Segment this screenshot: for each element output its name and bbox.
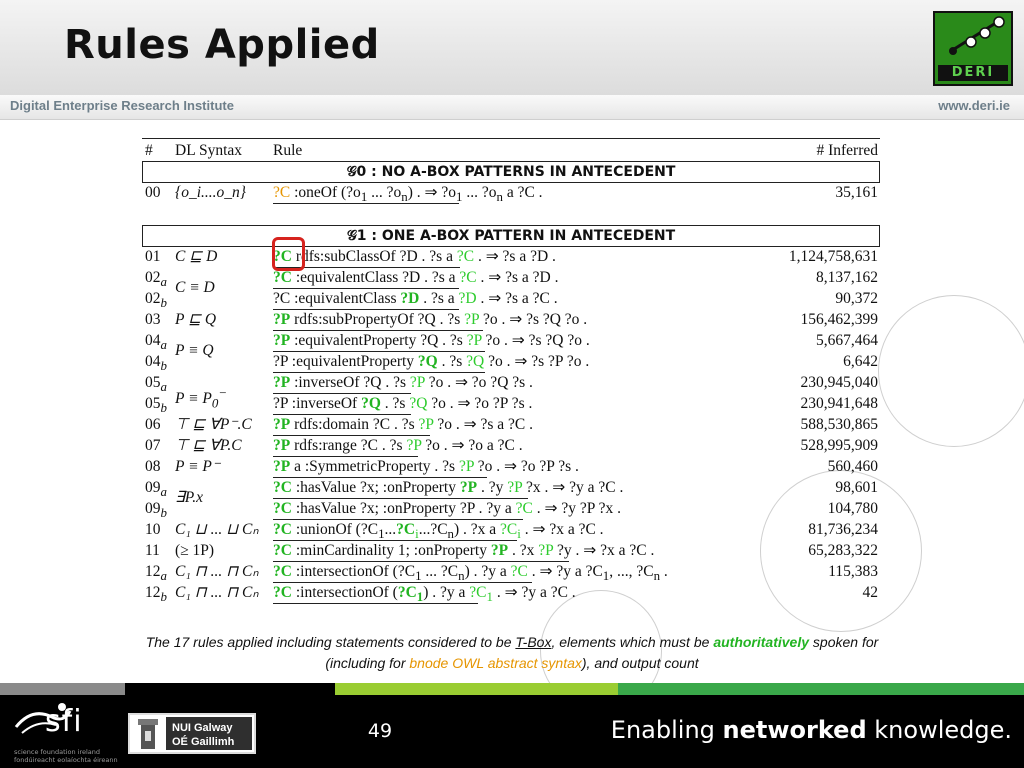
sfi-subtext-en: science foundation ireland <box>14 748 101 756</box>
row-inferred: 6,642 <box>843 353 878 370</box>
sfi-logo-subtext <box>14 748 118 764</box>
row-inferred: 115,383 <box>828 563 878 580</box>
row-inferred: 588,530,865 <box>800 416 878 433</box>
table-row <box>142 435 880 456</box>
row-rule: ?C :minCardinality 1; :onProperty ?P . ?x ?P ?y . ⇒ ?x a ?C . <box>273 542 655 559</box>
tagline-b: networked <box>722 716 867 744</box>
slide-caption <box>40 632 984 674</box>
footer-strip <box>125 683 335 695</box>
footer-strip <box>0 683 125 695</box>
row-dl: ⊤ ⊑ ∀P.C <box>175 437 242 454</box>
tagline-a: Enabling <box>610 716 723 744</box>
row-inferred: 1,124,758,631 <box>788 248 878 265</box>
slide-title: Rules Applied <box>64 22 380 68</box>
row-num: $05_a$ <box>145 374 167 395</box>
nui-galway-logo <box>128 713 256 754</box>
row-inferred: 42 <box>862 584 878 601</box>
col-dl-header: DL Syntax <box>175 142 243 159</box>
row-rule: ?P :equivalentProperty ?Q . ?s ?Q ?o . ⇒ ?s ?P ?o . <box>273 353 590 370</box>
row-inferred: 104,780 <box>827 500 878 517</box>
row-inferred: 230,941,648 <box>800 395 878 412</box>
col-inferred-header: # Inferred <box>816 142 878 159</box>
row-rule: ?P rdfs:domain ?C . ?s ?P ?o . ⇒ ?s a ?C . <box>273 416 533 433</box>
col-num-header: # <box>145 142 153 159</box>
row-inferred: 528,995,909 <box>800 437 878 454</box>
slide-header <box>0 0 1024 95</box>
deri-logo <box>933 11 1013 86</box>
caption-bnode: bnode OWL abstract syntax <box>409 655 582 671</box>
row-dl: (≥ 1P) <box>175 542 215 559</box>
row-dl: ⊤ ⊑ ∀P⁻.C <box>175 416 252 433</box>
section-g0: 𝒢0 : NO A-BOX PATTERNS IN ANTECEDENT <box>142 161 880 183</box>
row-rule: ?C rdfs:subClassOf ?D . ?s a ?C . ⇒ ?s a ?D . <box>273 248 556 265</box>
row-num: $09_b$ <box>145 500 167 521</box>
nui-tower-icon <box>133 717 163 750</box>
table-row <box>142 182 880 203</box>
row-dl: C₁ ⊔ ... ⊔ Cₙ <box>175 521 259 538</box>
row-inferred: 230,945,040 <box>800 374 878 391</box>
table-row <box>142 540 880 561</box>
table-row <box>142 582 880 603</box>
caption-tbox: T-Box <box>515 634 552 650</box>
table-row <box>142 519 880 540</box>
row-dl: C₁ ⊓ ... ⊓ Cₙ <box>175 563 259 580</box>
row-num: $12_a$ <box>145 563 167 584</box>
table-row <box>142 309 880 330</box>
row-dl-merged: $P \equiv P_0^-$ <box>175 385 228 411</box>
row-dl-merged: ∃P.x <box>175 489 204 506</box>
table-row <box>142 414 880 435</box>
row-inferred: 156,462,399 <box>800 311 878 328</box>
row-rule: ?P rdfs:subPropertyOf ?Q . ?s ?P ?o . ⇒ ?s ?Q ?o . <box>273 311 588 328</box>
row-dl: P ⊑ Q <box>175 311 217 328</box>
footer-strip <box>335 683 618 695</box>
row-num: 01 <box>145 248 161 265</box>
row-num: 10 <box>145 521 161 538</box>
row-inferred: 560,460 <box>827 458 878 475</box>
org-name: Digital Enterprise Research Institute <box>10 98 234 113</box>
highlight-box <box>272 237 305 271</box>
section-g1: 𝒢1 : ONE A-BOX PATTERN IN ANTECEDENT <box>142 225 880 247</box>
row-rule: ?P a :SymmetricProperty . ?s ?P ?o . ⇒ ?o ?P ?s . <box>273 458 579 475</box>
caption-text: The 17 rules applied including statements considered to be <box>145 634 516 650</box>
row-dl-merged: C ≡ D <box>175 279 215 296</box>
row-num: 11 <box>145 542 160 559</box>
row-num: $02_a$ <box>145 269 167 290</box>
footer-strip <box>618 683 1024 695</box>
subheader-bar <box>0 95 1024 120</box>
caption-authoritatively: authoritatively <box>713 634 810 650</box>
nui-text <box>166 717 252 750</box>
tagline-c: knowledge. <box>866 716 1012 744</box>
table-header-row <box>142 140 880 161</box>
row-rule: ?C :equivalentClass ?D . ?s a ?D . ⇒ ?s a ?C . <box>273 290 558 307</box>
org-url[interactable]: www.deri.ie <box>938 98 1010 113</box>
row-rule: ?C :unionOf $(?C_1...?C_i...?C_n)$ . ?x a $?C_i$ . ⇒ ?x a ?C . <box>273 521 604 542</box>
row-inferred: 65,283,322 <box>808 542 878 559</box>
row-num: 06 <box>145 416 161 433</box>
row-num: $09_a$ <box>145 479 167 500</box>
row-rule: ?C :intersectionOf $(?C_1)$ . ?y a $?C_1$ . ⇒ ?y a ?C . <box>273 584 576 605</box>
row-num: $04_b$ <box>145 353 167 374</box>
row-dl: {o_i....o_n} <box>175 184 246 201</box>
footer-tagline <box>611 716 1012 744</box>
row-rule: ?C :hasValue ?x; :onProperty ?P . ?y ?P ?x . ⇒ ?y a ?C . <box>273 479 624 496</box>
caption-text: (including for <box>325 655 410 671</box>
row-inferred: 35,161 <box>835 184 878 201</box>
row-num: $04_a$ <box>145 332 167 353</box>
table-row <box>142 246 880 267</box>
row-num: $05_b$ <box>145 395 167 416</box>
row-num: $12_b$ <box>145 584 167 605</box>
table-row <box>142 456 880 477</box>
row-rule: ?C :hasValue ?x; :onProperty ?P . ?y a ?C . ⇒ ?y ?P ?x . <box>273 500 622 517</box>
row-inferred: 5,667,464 <box>816 332 878 349</box>
row-inferred: 8,137,162 <box>816 269 878 286</box>
row-num: 03 <box>145 311 161 328</box>
sfi-subtext-ga: fondúireacht eolaíochta éireann <box>14 756 118 764</box>
row-rule: ?P :equivalentProperty ?Q . ?s ?P ?o . ⇒ ?s ?Q ?o . <box>273 332 590 349</box>
row-inferred: 81,736,234 <box>808 521 878 538</box>
row-dl: C₁ ⊓ ... ⊓ Cₙ <box>175 584 259 601</box>
row-num: 00 <box>145 184 161 201</box>
row-inferred: 90,372 <box>835 290 878 307</box>
row-num: $02_b$ <box>145 290 167 311</box>
row-rule: ?P :inverseOf ?Q . ?s ?Q ?o . ⇒ ?o ?P ?s . <box>273 395 533 412</box>
row-rule: ?C :equivalentClass ?D . ?s a ?C . ⇒ ?s a ?D . <box>273 269 559 286</box>
sfi-logo-text: sfi <box>45 704 83 739</box>
row-rule: ?P :inverseOf ?Q . ?s ?P ?o . ⇒ ?o ?Q ?s . <box>273 374 533 391</box>
row-dl: P ≡ P⁻ <box>175 458 221 475</box>
table-row <box>142 561 880 582</box>
row-dl-merged: P ≡ Q <box>175 342 214 359</box>
row-rule: ?P rdfs:range ?C . ?s ?P ?o . ⇒ ?o a ?C . <box>273 437 523 454</box>
decor-circle <box>878 295 1024 447</box>
col-rule-header: Rule <box>273 142 303 159</box>
row-rule: ?C :intersectionOf ($?C_1$ ... $?C_n$) . ?y a ?C . ⇒ ?y a $?C_1$, ..., $?C_n$ . <box>273 563 668 584</box>
row-rule: ?C :oneOf ($?o_1$ ... $?o_n$) . ⇒ $?o_1$ ... $?o_n$ a ?C . <box>273 184 543 205</box>
caption-text: , elements which must be <box>551 634 714 650</box>
row-dl: C ⊑ D <box>175 248 218 265</box>
row-num: 08 <box>145 458 161 475</box>
deri-logo-icon <box>935 13 1011 63</box>
page-number: 49 <box>367 720 393 742</box>
logo-text: DERI <box>938 65 1008 81</box>
row-num: 07 <box>145 437 161 454</box>
nui-line-1: NUI Galway <box>172 722 233 734</box>
row-inferred: 98,601 <box>835 479 878 496</box>
caption-text: ), and output count <box>581 655 699 671</box>
nui-line-2: OÉ Gaillimh <box>172 736 235 748</box>
caption-text: spoken for <box>809 634 879 650</box>
